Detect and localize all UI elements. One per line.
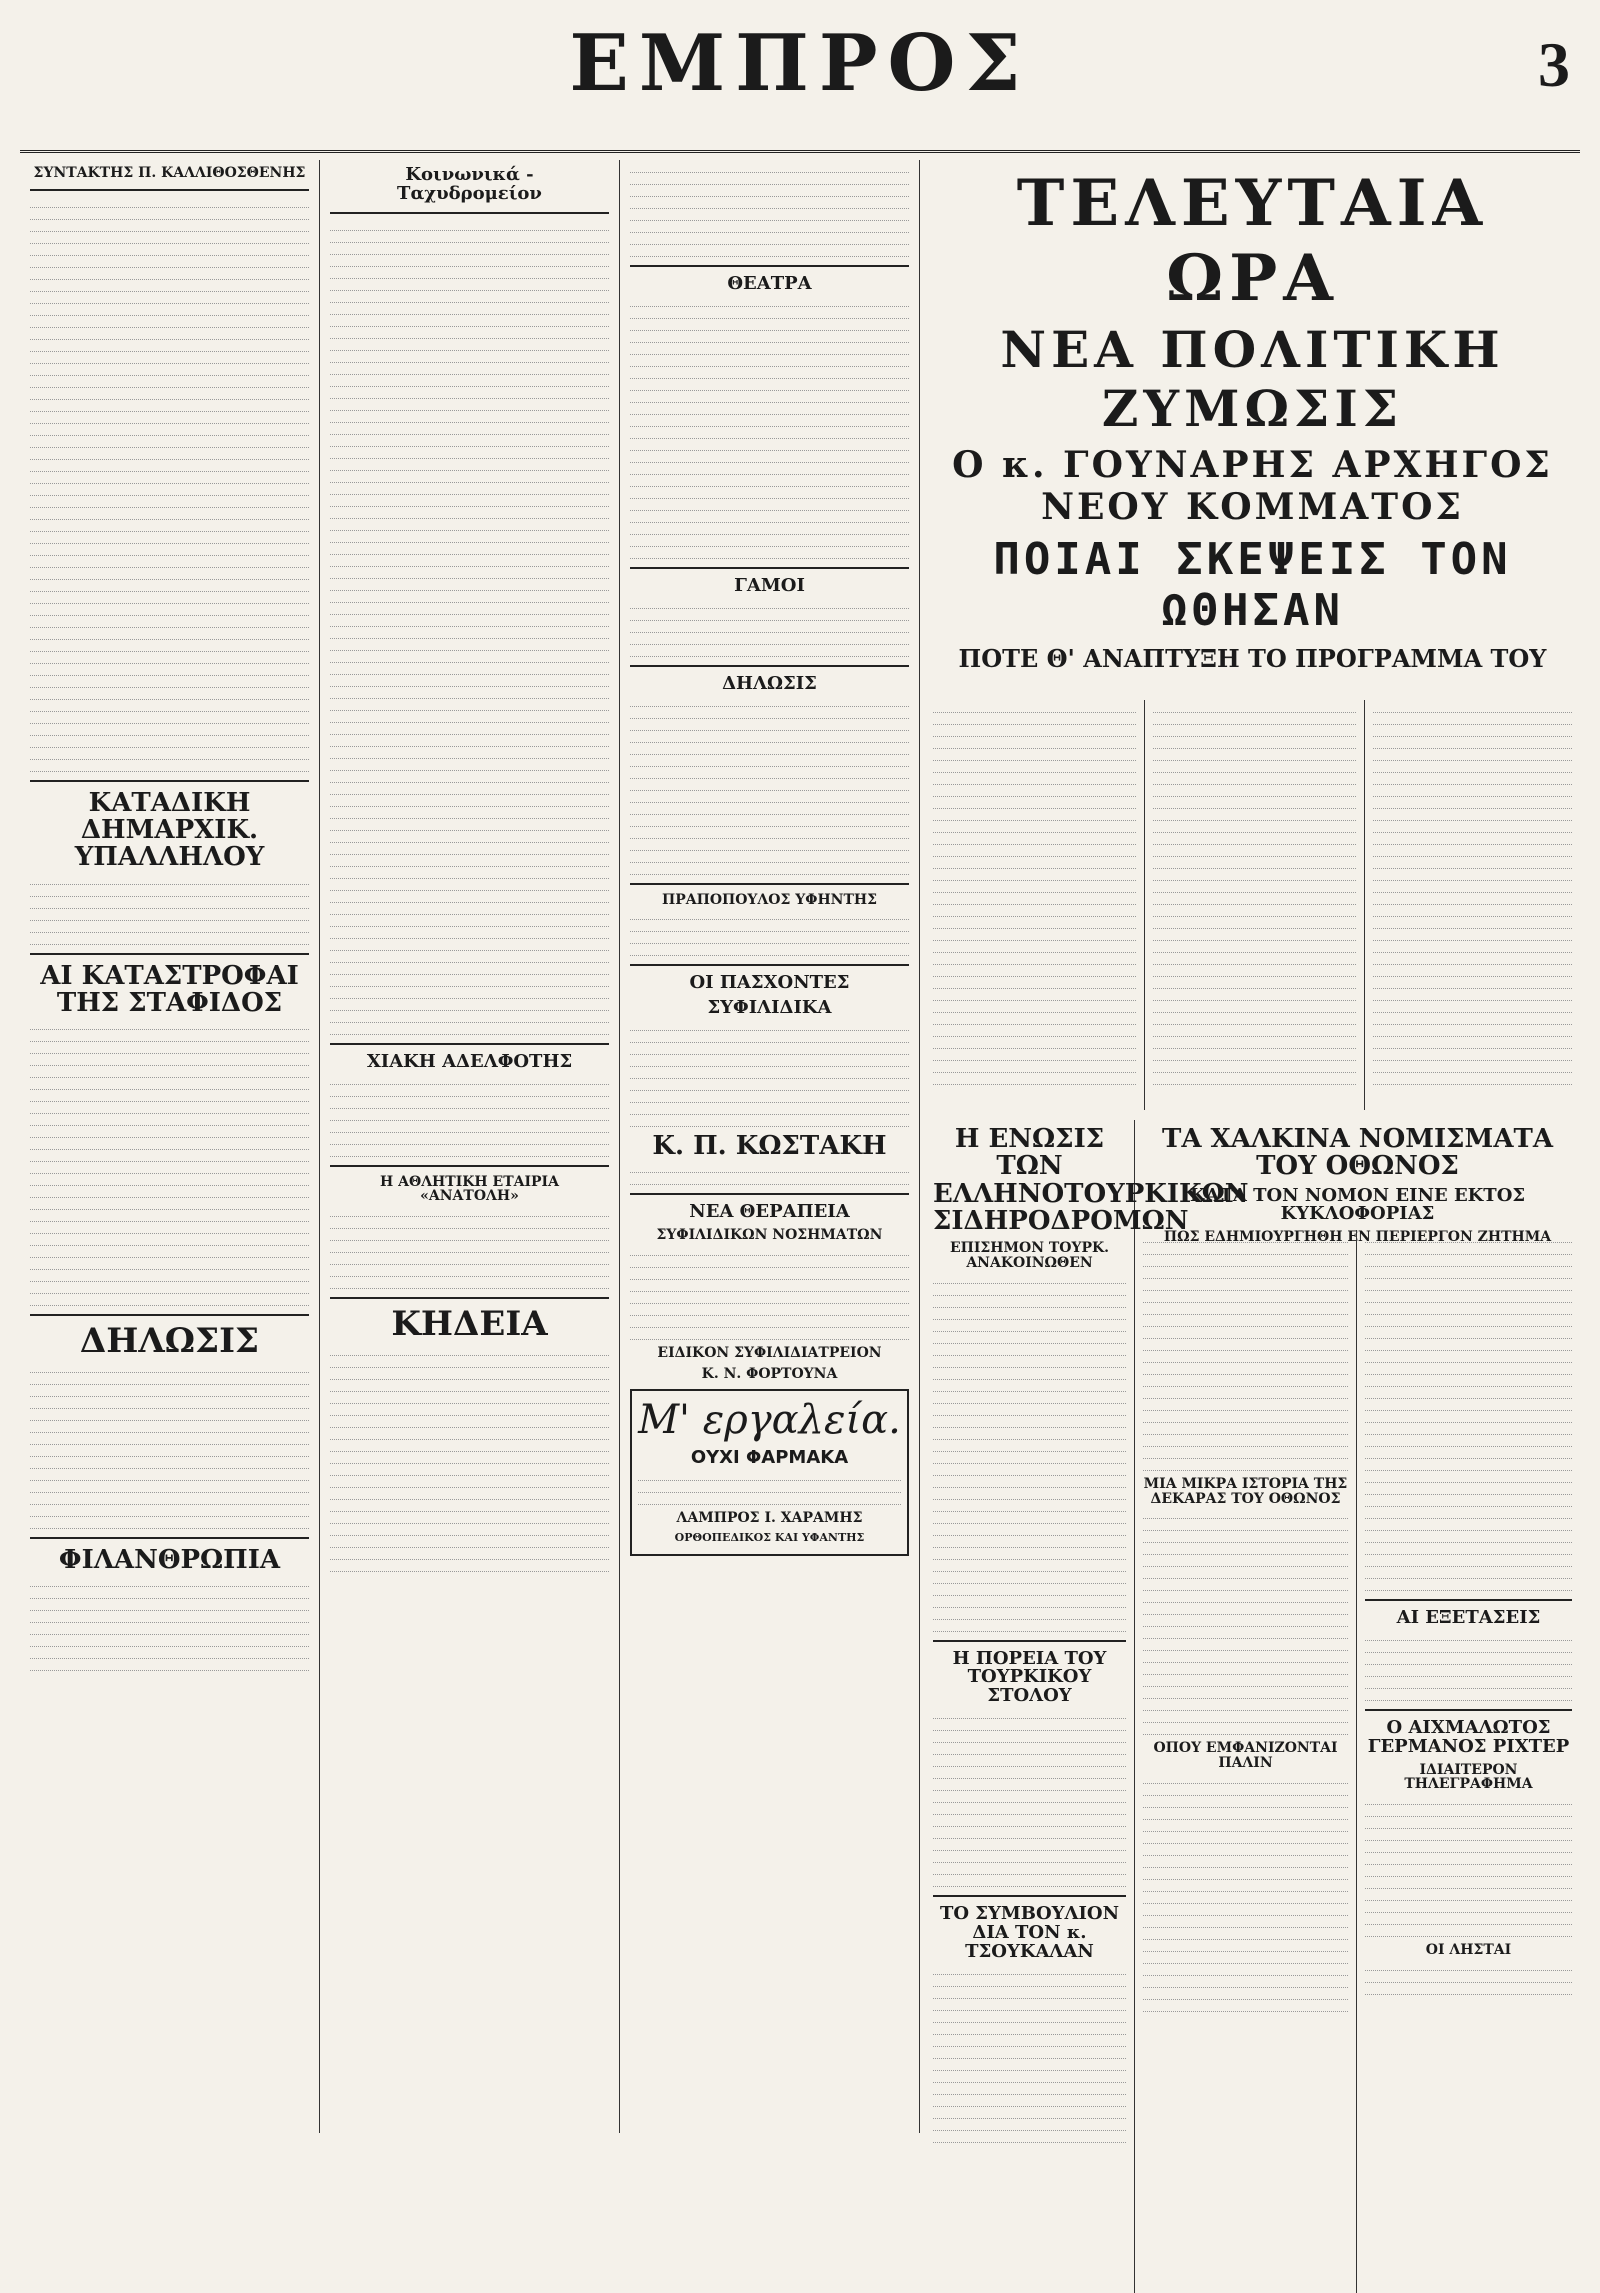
heading-nea-therapeia: ΝΕΑ ΘΕΡΑΠΕΙΑ	[689, 1201, 850, 1223]
heading-enosis: Η ΕΝΩΣΙΣ ΤΩΝ ΕΛΛΗΝΟΤΟΥΡΚΙΚΩΝ ΣΙΔΗΡΟΔΡΟΜΩΝ	[933, 1124, 1249, 1236]
heading-etairia: Η ΑΘΛΗΤΙΚΗ ΕΤΑΙΡΙΑ «ΑΝΑΤΟΛΗ»	[380, 1173, 559, 1205]
heading-aichmalotos: Ο ΑΙΧΜΑΛΩΤΟΣ ΓΕΡΜΑΝΟΣ ΡΙΧΤΕΡ	[1367, 1716, 1570, 1757]
lower-right-area	[925, 1120, 1580, 2293]
heading-eidikon: ΕΙΔΙΚΟΝ ΣΥΦΙΛΙΔΙΑΤΡΕΙΟΝ	[657, 1345, 882, 1362]
heading-filanthropia: ΦΙΛΑΝΘΡΩΠΙΑ	[58, 1544, 281, 1575]
page-number: 3	[1538, 29, 1570, 100]
heading-gamoi: ΓΑΜΟΙ	[734, 574, 805, 596]
heading-exetaseis: ΑΙ ΕΞΕΤΑΣΕΙΣ	[1396, 1607, 1541, 1628]
heading-syfilidika: ΣΥΦΙΛΙΔΙΚΑ	[707, 997, 832, 1019]
right-col-2	[1145, 700, 1365, 1110]
right-area	[925, 160, 1580, 2133]
ad-script: Μ' εργαλεία.	[638, 1397, 901, 1444]
heading-kideia: ΚΗΔΕΙΑ	[391, 1304, 548, 1345]
heading-katadiki: ΚΑΤΑΔΙΚΗ ΔΗΜΑΡΧΙΚ. ΥΠΑΛΛΗΛΟΥ	[74, 787, 265, 873]
heading-teleutaia: ΤΕΛΕΥΤΑΙΑ ΩΡΑ	[1016, 166, 1489, 316]
heading-kostaki: Κ. Π. ΚΩΣΤΑΚΗ	[652, 1131, 887, 1162]
editor-line: ΣΥΝΤΑΚΤΗΣ Π. ΚΑΛΛΙΘΟΣΘΕΝΗΣ	[33, 165, 306, 181]
heading-paschontes: ΟΙ ΠΑΣΧΟΝΤΕΣ	[689, 972, 850, 994]
ad-no-pharmaka: ΟΥΧΙ ΦΑΡΜΑΚΑ	[690, 1447, 849, 1469]
heading-poiai: ΠΟΙΑΙ ΣΚΕΨΕΙΣ ΤΟΝ ΩΘΗΣΑΝ	[993, 534, 1512, 636]
heading-fortouna: Κ. Ν. ΦΟΡΤΟΥΝΑ	[701, 1365, 838, 1382]
heading-xalkina: ΤΑ ΧΑΛΚΙΝΑ ΝΟΜΙΣΜΑΤΑ ΤΟΥ ΟΘΩΝΟΣ	[1161, 1124, 1554, 1182]
heading-pote: ΠΟΤΕ Θ' ΑΝΑΠΤΥΞΗ ΤΟ ΠΡΟΓΡΑΜΜΑ ΤΟΥ	[958, 644, 1547, 673]
heading-opou: ΟΠΟΥ ΕΜΦΑΝΙΖΟΝΤΑΙ ΠΑΛΙΝ	[1153, 1740, 1338, 1772]
advertisement-frame	[630, 1389, 909, 1555]
sub-right-col-a	[1135, 1230, 1357, 2293]
heading-mikra-istoria: ΜΙΑ ΜΙΚΡΑ ΙΣΤΟΡΙΑ ΤΗΣ ΔΕΚΑΡΑΣ ΤΟΥ ΟΘΩΝΟΣ	[1143, 1476, 1348, 1507]
column-3	[620, 160, 920, 2133]
newspaper-title: ΕΜΠΡΟΣ	[569, 18, 1031, 109]
heading-kata-nomon: ΚΑΤΑ ΤΟΝ ΝΟΜΟΝ ΕΙΝΕ ΕΚΤΟΣ ΚΥΚΛΟΦΟΡΙΑΣ	[1189, 1184, 1526, 1225]
heading-koinonika: Κοινωνικά - Ταχυδρομείον	[397, 164, 542, 204]
ad-name: ΛΑΜΠΡΟΣ Ι. ΧΑΡΑΜΗΣ	[676, 1510, 863, 1527]
heading-xiaki: ΧΙΑΚΗ ΑΔΕΛΦΟΤΗΣ	[366, 1050, 573, 1072]
heading-nea-politiki: ΝΕΑ ΠΟΛΙΤΙΚΗ ΖΥΜΩΣΙΣ	[1000, 320, 1505, 438]
column-1	[20, 160, 320, 2133]
heading-episimon: ΕΠΙΣΗΜΟΝ ΤΟΥΡΚ. ΑΝΑΚΟΙΝΩΘΕΝ	[949, 1240, 1110, 1271]
masthead	[20, 0, 1580, 153]
column-2	[320, 160, 620, 2133]
heading-theatra: ΘΕΑΤΡΑ	[727, 273, 812, 294]
heading-prapopoulos: ΠΡΑΠΟΠΟΥΛΟΣ ΥΦΗΝΤΗΣ	[661, 891, 878, 908]
heading-gounaris: Ο κ. ΓΟΥΝΑΡΗΣ ΑΡΧΗΓΟΣ ΝΕΟΥ ΚΟΜΜΑΤΟΣ	[952, 444, 1553, 528]
heading-diloseis: ΔΗΛΩΣΙΣ	[79, 1321, 260, 1362]
heading-poreia: Η ΠΟΡΕΙΑ ΤΟΥ ΤΟΥΡΚΙΚΟΥ ΣΤΟΛΟΥ	[952, 1647, 1107, 1707]
text-block	[30, 199, 309, 772]
heading-symvoulion: ΤΟ ΣΥΜΒΟΥΛΙΟΝ ΔΙΑ ΤΟΝ κ. ΤΣΟΥΚΑΛΑΝ	[939, 1903, 1120, 1963]
heading-lystai: ΟΙ ΛΗΣΤΑΙ	[1425, 1942, 1512, 1959]
heading-syfilid-nos: ΣΥΦΙΛΙΔΙΚΩΝ ΝΟΣΗΜΑΤΩΝ	[656, 1227, 883, 1244]
heading-idiaiteron: ΙΔΙΑΙΤΕΡΟΝ ΤΗΛΕΓΡΑΦΗΜΑ	[1404, 1761, 1533, 1793]
right-col-1	[925, 700, 1145, 1110]
heading-pos: ΠΩΣ ΕΔΗΜΙΟΥΡΓΗΘΗ ΕΝ ΠΕΡΙΕΡΓΟΝ ΖΗΤΗΜΑ	[1163, 1229, 1552, 1246]
sub-right-area	[1135, 1120, 1580, 2293]
sub-right-col-b	[1357, 1230, 1580, 2293]
heading-katastrofai: ΑΙ ΚΑΤΑΣΤΡΟΦΑΙ ΤΗΣ ΣΤΑΦΙΔΟΣ	[40, 960, 299, 1018]
right-col-3	[1365, 700, 1580, 1110]
heading-dilosis: ΔΗΛΩΣΙΣ	[722, 672, 817, 694]
ad-sub: ΟΡΘΟΠΕΔΙΚΟΣ ΚΑΙ ΥΦΑΝΤΗΣ	[674, 1530, 865, 1544]
